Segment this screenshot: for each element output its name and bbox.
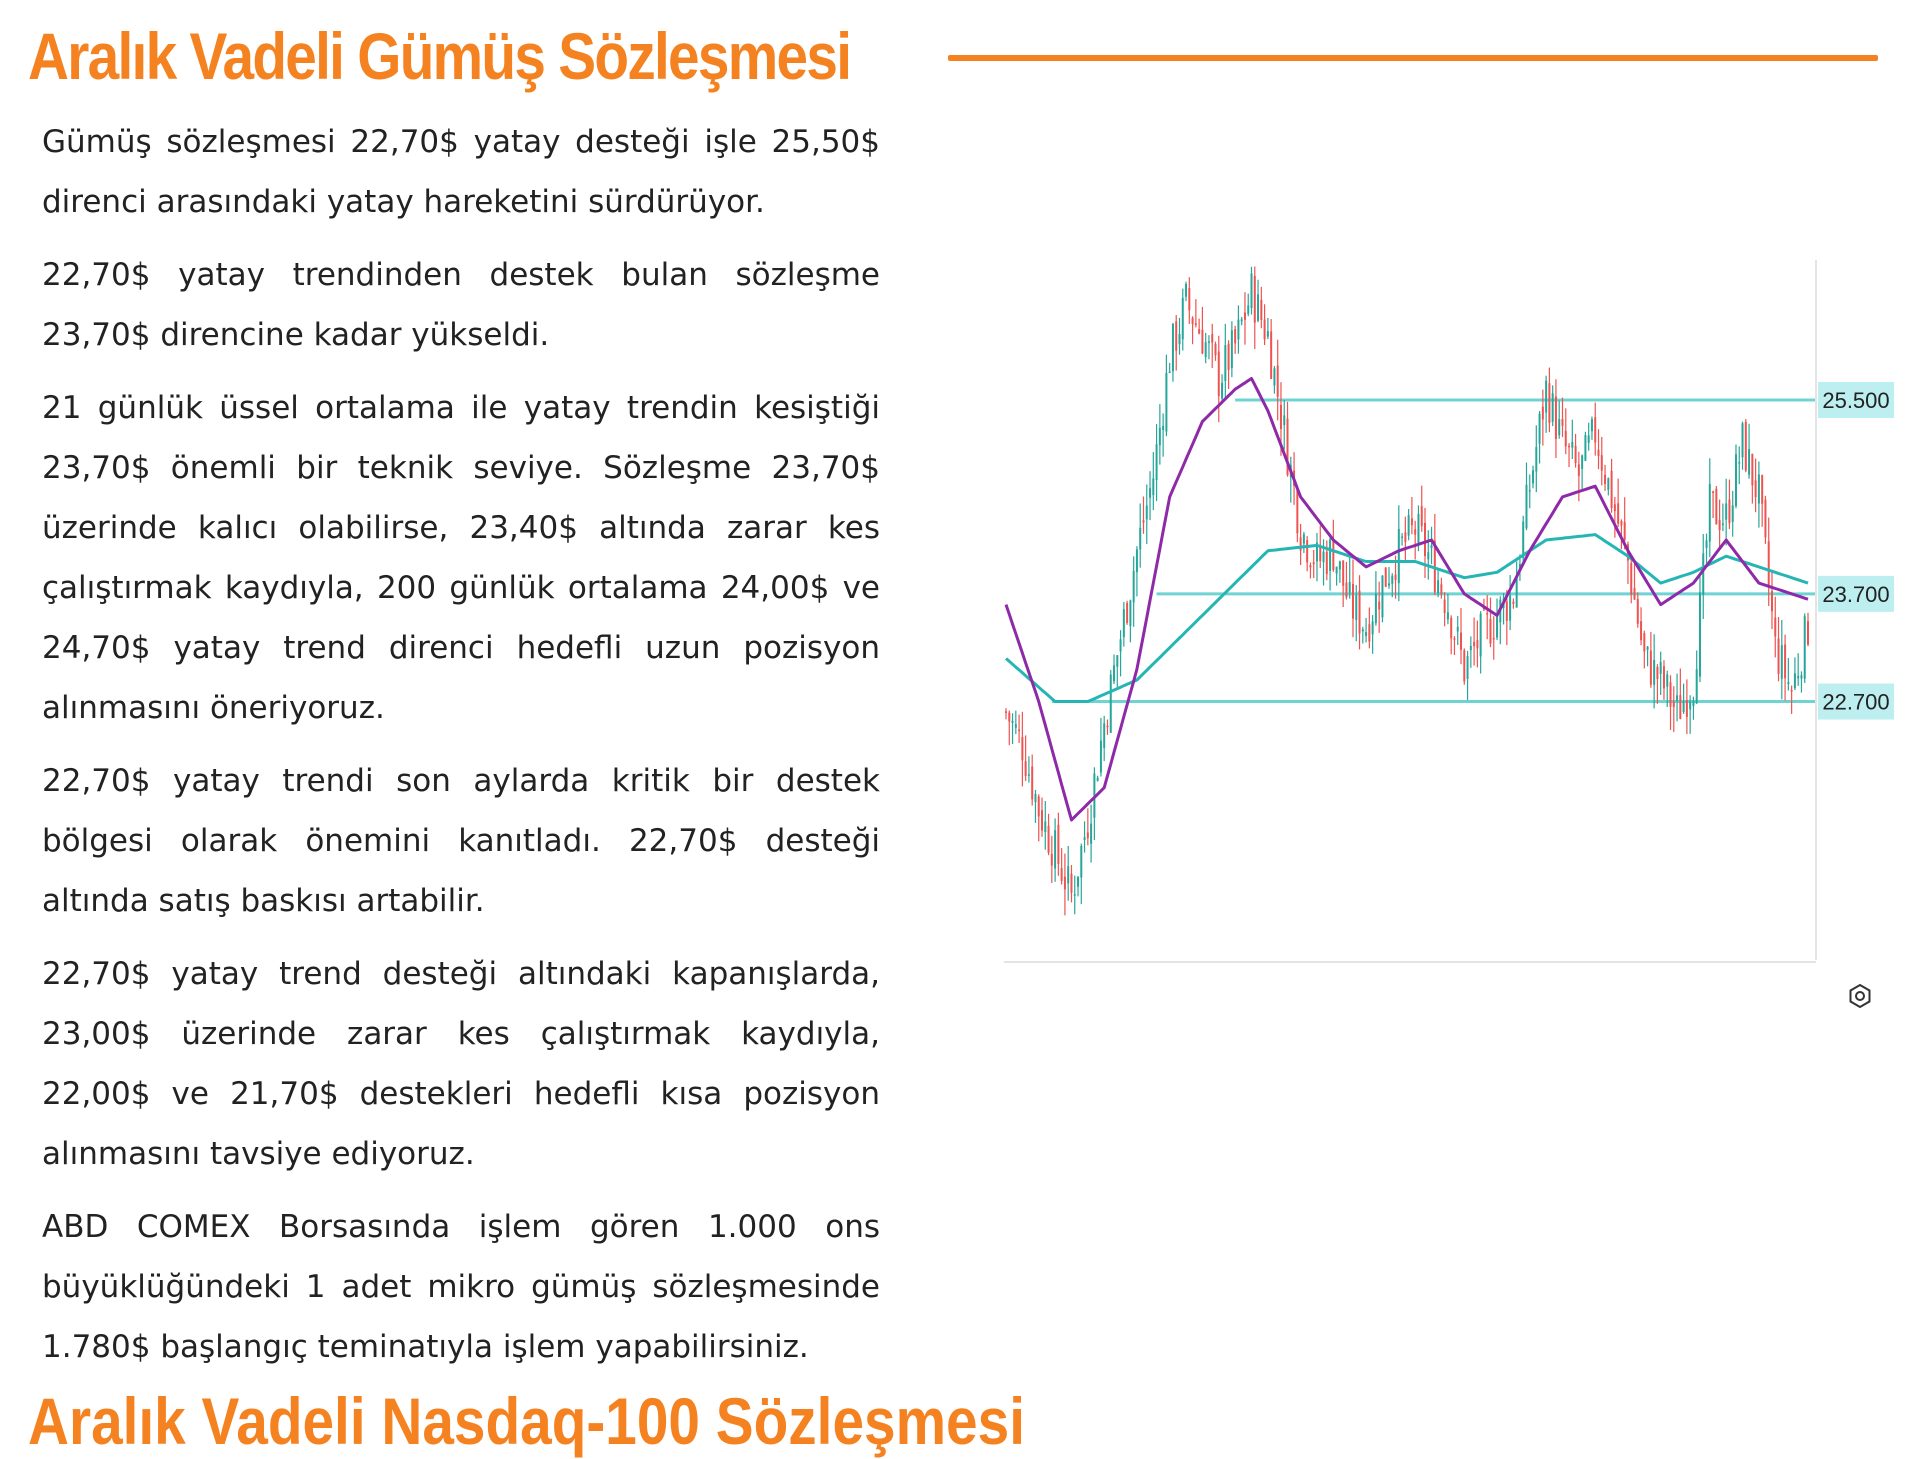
candle <box>1440 578 1442 599</box>
candle <box>1120 630 1122 676</box>
paragraph-3: 21 günlük üssel ortalama ile yatay trendin kesiştiği 23,70$ önemli bir teknik seviye. Sözleşme 23,70$ üzerinde kalıcı olabilirse, 23,40$ altında zarar kes çalıştırmak kaydıyla, 200 günlük ortalama 24,00$ ve 24,70$ yatay trend direnci hedefli uzun pozisyon alınmasını öneriyoruz. <box>42 390 880 726</box>
candle <box>1791 686 1793 714</box>
candle <box>1634 562 1636 600</box>
candle <box>1218 336 1220 422</box>
candle <box>1326 540 1328 580</box>
candle <box>1663 660 1665 700</box>
candle <box>1359 575 1361 649</box>
paragraph-5: 22,70$ yatay trend desteği altındaki kapanışlarda, 23,00$ üzerinde zarar kes çalıştırmak kaydıyla, 22,00$ ve 21,70$ destekleri hedefli kısa pozisyon alınmasını tavsiye ediyoruz. <box>42 956 880 1172</box>
candle <box>1100 718 1102 777</box>
chart-canvas <box>1004 260 1894 1020</box>
candle <box>1093 767 1095 840</box>
candle <box>1676 674 1678 722</box>
candle <box>1041 798 1043 837</box>
candle <box>1565 408 1567 454</box>
candle <box>1401 533 1403 546</box>
candle <box>1781 620 1783 699</box>
candle <box>1015 711 1017 734</box>
candle <box>1807 613 1809 647</box>
candle <box>1028 756 1030 782</box>
candle <box>1087 808 1089 845</box>
candle <box>1260 287 1262 328</box>
candle <box>1421 486 1423 532</box>
candle <box>1385 567 1387 587</box>
candle <box>1169 363 1171 373</box>
price-label-22.700 <box>1818 684 1894 720</box>
candle <box>1152 452 1154 510</box>
candle <box>1270 319 1272 379</box>
price-label-23.700 <box>1818 576 1894 612</box>
candle <box>1070 865 1072 902</box>
moving-average-lines <box>1006 379 1808 821</box>
candle <box>1162 413 1164 456</box>
candle <box>1742 422 1744 470</box>
candle <box>1349 557 1351 599</box>
candle <box>1774 597 1776 658</box>
candle <box>1336 567 1338 586</box>
candle <box>1306 536 1308 571</box>
candle <box>1643 631 1645 669</box>
candle <box>1067 846 1069 901</box>
title-divider-line <box>948 55 1878 61</box>
candle <box>1133 556 1135 626</box>
candle <box>1486 595 1488 639</box>
paragraph-2: 22,70$ yatay trendinden destek bulan sözleşme 23,70$ direncine kadar yükseldi. <box>42 257 880 353</box>
candle <box>1499 596 1501 644</box>
candle <box>1431 527 1433 564</box>
candle <box>1512 598 1514 608</box>
candle <box>1591 417 1593 440</box>
candle <box>1604 465 1606 491</box>
candle <box>1008 711 1010 746</box>
candle <box>1254 267 1256 349</box>
candle <box>1797 653 1799 686</box>
candle <box>1038 794 1040 841</box>
candle <box>1542 390 1544 446</box>
candle <box>1656 664 1658 704</box>
candle <box>1794 657 1796 690</box>
candle <box>1048 814 1050 855</box>
candle <box>1208 335 1210 359</box>
candle <box>1637 592 1639 627</box>
candlesticks <box>1005 267 1809 916</box>
candle <box>1224 324 1226 400</box>
candle <box>1296 487 1298 543</box>
candle <box>1156 424 1158 501</box>
svg-text:23.700: 23.700 <box>1822 581 1890 607</box>
candle <box>1653 634 1655 708</box>
candle <box>1005 708 1007 719</box>
candle <box>1303 532 1305 553</box>
candle <box>1139 503 1141 567</box>
candle <box>1051 836 1053 883</box>
candle <box>1712 491 1714 518</box>
candle <box>1267 318 1269 339</box>
candle <box>1398 505 1400 601</box>
chart-settings-icon[interactable] <box>1851 985 1870 1007</box>
candle <box>1601 437 1603 485</box>
candle <box>1277 340 1279 421</box>
candle <box>1715 486 1717 525</box>
candle <box>1584 432 1586 461</box>
candle <box>1061 848 1063 884</box>
candle <box>1761 475 1763 527</box>
candle <box>1074 876 1076 915</box>
candle <box>1077 876 1079 896</box>
candle <box>1607 477 1609 495</box>
candle <box>1097 776 1099 782</box>
candle <box>1198 319 1200 335</box>
candle <box>1709 458 1711 557</box>
candle <box>1241 317 1243 325</box>
candle <box>1496 599 1498 641</box>
candle <box>1103 716 1105 761</box>
silver-price-chart <box>1004 260 1894 1020</box>
candle <box>1578 452 1580 502</box>
candle <box>1532 466 1534 489</box>
candle <box>1205 333 1207 363</box>
candle <box>1201 307 1203 354</box>
candle <box>1021 712 1023 787</box>
candle <box>1722 503 1724 531</box>
candle <box>1182 289 1184 351</box>
candle <box>1561 398 1563 438</box>
candle <box>1614 497 1616 538</box>
candle <box>1365 618 1367 642</box>
candle <box>1545 376 1547 433</box>
candle <box>1188 277 1190 324</box>
candle <box>1778 617 1780 681</box>
candle <box>1247 294 1249 317</box>
candle <box>1116 655 1118 687</box>
candle <box>1080 844 1082 905</box>
candle <box>1476 621 1478 668</box>
candle <box>1679 669 1681 720</box>
candle <box>1594 403 1596 456</box>
candle <box>1113 655 1115 685</box>
candle <box>1110 670 1112 733</box>
candle <box>1611 459 1613 513</box>
candle <box>1473 618 1475 666</box>
candle <box>1447 594 1449 624</box>
candle <box>1339 561 1341 583</box>
candle <box>1404 517 1406 563</box>
candle <box>1463 648 1465 684</box>
candle <box>1804 613 1806 683</box>
candle <box>1309 562 1311 578</box>
paragraph-6: ABD COMEX Borsasında işlem gören 1.000 ons büyüklüğündeki 1 adet mikro gümüş sözleşmesinde 1.780$ başlangıç teminatıyla işlem yapabilirsiniz. <box>42 1209 880 1365</box>
next-section-title: Aralık Vadeli Nasdaq-100 Sözleşmesi <box>28 1384 1025 1458</box>
candle <box>1237 305 1239 353</box>
candle <box>1221 374 1223 403</box>
candle <box>1509 575 1511 630</box>
candle <box>1732 491 1734 537</box>
candle <box>1290 457 1292 503</box>
candle <box>1273 366 1275 394</box>
candle <box>1647 646 1649 666</box>
candle <box>1411 497 1413 534</box>
candle <box>1489 598 1491 648</box>
candle <box>1480 611 1482 673</box>
candle <box>1745 419 1747 472</box>
candle <box>1719 500 1721 549</box>
candle <box>1617 479 1619 527</box>
candle <box>1660 652 1662 695</box>
candle <box>1467 651 1469 700</box>
candle <box>1728 480 1730 530</box>
candle <box>1650 632 1652 688</box>
candle <box>1362 627 1364 644</box>
candle <box>1195 299 1197 327</box>
candle <box>1283 400 1285 450</box>
candle <box>1175 315 1177 371</box>
candle <box>1329 534 1331 591</box>
candle <box>1535 425 1537 492</box>
candle <box>1735 445 1737 509</box>
candle <box>1800 671 1802 692</box>
candle <box>1345 562 1347 600</box>
candle <box>1231 321 1233 377</box>
candle <box>1738 446 1740 484</box>
candle <box>1057 813 1059 876</box>
price-labels <box>1818 382 1894 720</box>
candle <box>1172 323 1174 382</box>
candle <box>1414 521 1416 560</box>
candle <box>1018 714 1020 742</box>
candle <box>1178 318 1180 355</box>
candle <box>1054 818 1056 881</box>
candle <box>1165 355 1167 436</box>
candle <box>1012 713 1014 744</box>
candle <box>1450 615 1452 654</box>
svg-text:25.500: 25.500 <box>1822 388 1890 413</box>
candle <box>1025 735 1027 781</box>
candle <box>1548 368 1550 433</box>
candle <box>1031 755 1033 806</box>
candle <box>1787 658 1789 690</box>
candle <box>1516 561 1518 607</box>
candle <box>1525 463 1527 531</box>
candle <box>1453 636 1455 655</box>
candle <box>1408 509 1410 540</box>
candle <box>1529 474 1531 508</box>
candle <box>1581 455 1583 492</box>
candle <box>1597 429 1599 469</box>
candle <box>1758 461 1760 527</box>
candle <box>1755 459 1757 513</box>
candle <box>1149 471 1151 520</box>
candle <box>1702 534 1704 619</box>
candle <box>1686 679 1688 734</box>
candle <box>1388 567 1390 589</box>
candle <box>1434 514 1436 595</box>
candle <box>1257 280 1259 323</box>
candle <box>1300 524 1302 565</box>
candle <box>1640 607 1642 645</box>
candle <box>1444 592 1446 626</box>
candle <box>1126 601 1128 625</box>
candle <box>1142 496 1144 533</box>
candle <box>1375 571 1377 626</box>
candle <box>1129 600 1131 643</box>
candle <box>1313 550 1315 578</box>
candle <box>1211 324 1213 368</box>
candle <box>1696 650 1698 703</box>
candle <box>1378 582 1380 633</box>
svg-text:22.700: 22.700 <box>1822 689 1890 715</box>
candle <box>1771 570 1773 629</box>
candle <box>1244 292 1246 345</box>
candle <box>1751 454 1753 504</box>
candle <box>1673 686 1675 732</box>
candle <box>1683 684 1685 714</box>
candle <box>1342 560 1344 607</box>
candle <box>1123 602 1125 647</box>
candle <box>1457 616 1459 645</box>
candle <box>1106 719 1108 734</box>
candle <box>1568 443 1570 467</box>
article-body <box>42 112 880 1390</box>
candle <box>1372 615 1374 654</box>
candle <box>1044 801 1046 850</box>
paragraph-4: 22,70$ yatay trendi son aylarda kritik bir destek bölgesi olarak önemini kanıtladı. 22,70$ desteği altında satış baskısı artabilir. <box>42 763 880 919</box>
candle <box>1764 496 1766 544</box>
section-title: Aralık Vadeli Gümüş Sözleşmesi <box>28 19 851 93</box>
candle <box>1558 401 1560 439</box>
candle <box>1552 385 1554 426</box>
candle <box>1146 484 1148 544</box>
candle <box>1725 479 1727 546</box>
candle <box>1588 423 1590 451</box>
candle <box>1427 530 1429 579</box>
candle <box>1215 342 1217 361</box>
candle <box>1630 558 1632 604</box>
candle <box>1251 267 1253 315</box>
candle <box>1555 379 1557 458</box>
price-label-25.500 <box>1818 382 1894 418</box>
candle <box>1192 316 1194 344</box>
candle <box>1136 546 1138 596</box>
candle <box>1460 608 1462 664</box>
candle <box>1706 534 1708 564</box>
candle <box>1234 326 1236 354</box>
candle <box>1368 607 1370 648</box>
ema21-line <box>1006 379 1808 821</box>
candle <box>1185 282 1187 301</box>
candle <box>1264 304 1266 345</box>
candle <box>1034 790 1036 823</box>
candle <box>1670 675 1672 730</box>
candle <box>1699 574 1701 682</box>
candle <box>1381 575 1383 622</box>
candle <box>1493 616 1495 660</box>
candle <box>1159 404 1161 465</box>
candle <box>1437 570 1439 597</box>
candle <box>1316 533 1318 581</box>
candle <box>1332 520 1334 572</box>
candle <box>1352 559 1354 637</box>
candle <box>1748 424 1750 479</box>
candle <box>1228 340 1230 389</box>
candle <box>1090 805 1092 863</box>
candle <box>1539 411 1541 463</box>
candle <box>1064 854 1066 916</box>
paragraph-1: Gümüş sözleşmesi 22,70$ yatay desteği işle 25,50$ direnci arasındaki yatay hareketini sürdürüyor. <box>42 124 880 220</box>
candle <box>1784 635 1786 701</box>
candle <box>1470 636 1472 667</box>
candle <box>1084 821 1086 852</box>
candle <box>1571 420 1573 459</box>
candle <box>1575 434 1577 468</box>
